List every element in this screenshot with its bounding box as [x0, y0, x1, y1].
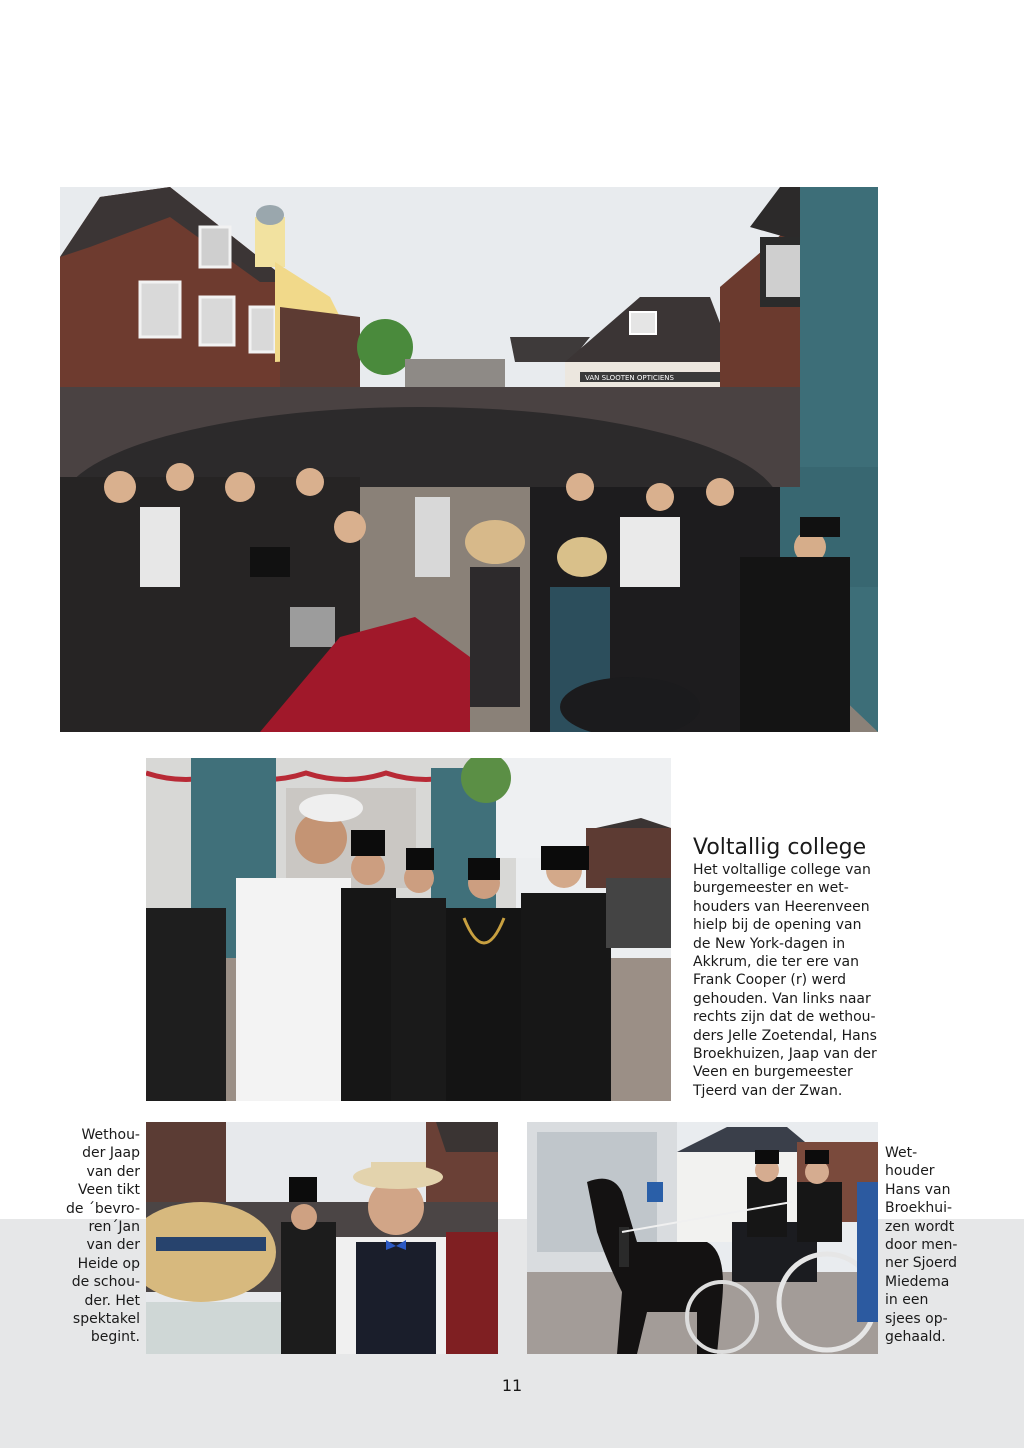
caption-left: Wethou-der Jaap van der Veen tikt de ´bevro-ren´Jan van der Heide op de schou-der. Het spektakel begint. [65, 1127, 140, 1346]
caption-right: Wet-houder Hans van Broekhui-zen wordt door men-ner Sjoerd Miedema in een sjees op-gehaald. [885, 1145, 958, 1346]
article-heading: Voltallig college [693, 835, 867, 860]
photo-crowd-square [60, 187, 878, 732]
page-number: 11 [501, 1376, 523, 1395]
article-body: Het voltallige college van burgemeester en wet-houders van Heerenveen hielp bij de opening van de New York-dagen in Akkrum, die ter ere van Frank Cooper (r) werd gehouden. Van links naar rechts zijn dat de wethou-ders Jelle Zoetendal, Hans Broekhuizen, Jaap van der Veen en burgemeester Tjeerd van der Zwan. [693, 862, 877, 1099]
shop-sign-text: VAN SLOOTEN OPTICIENS [585, 374, 674, 382]
photo-college-group [146, 758, 671, 1101]
photo-horse-carriage [527, 1122, 878, 1354]
photo-wethouder-jaap [146, 1122, 498, 1354]
